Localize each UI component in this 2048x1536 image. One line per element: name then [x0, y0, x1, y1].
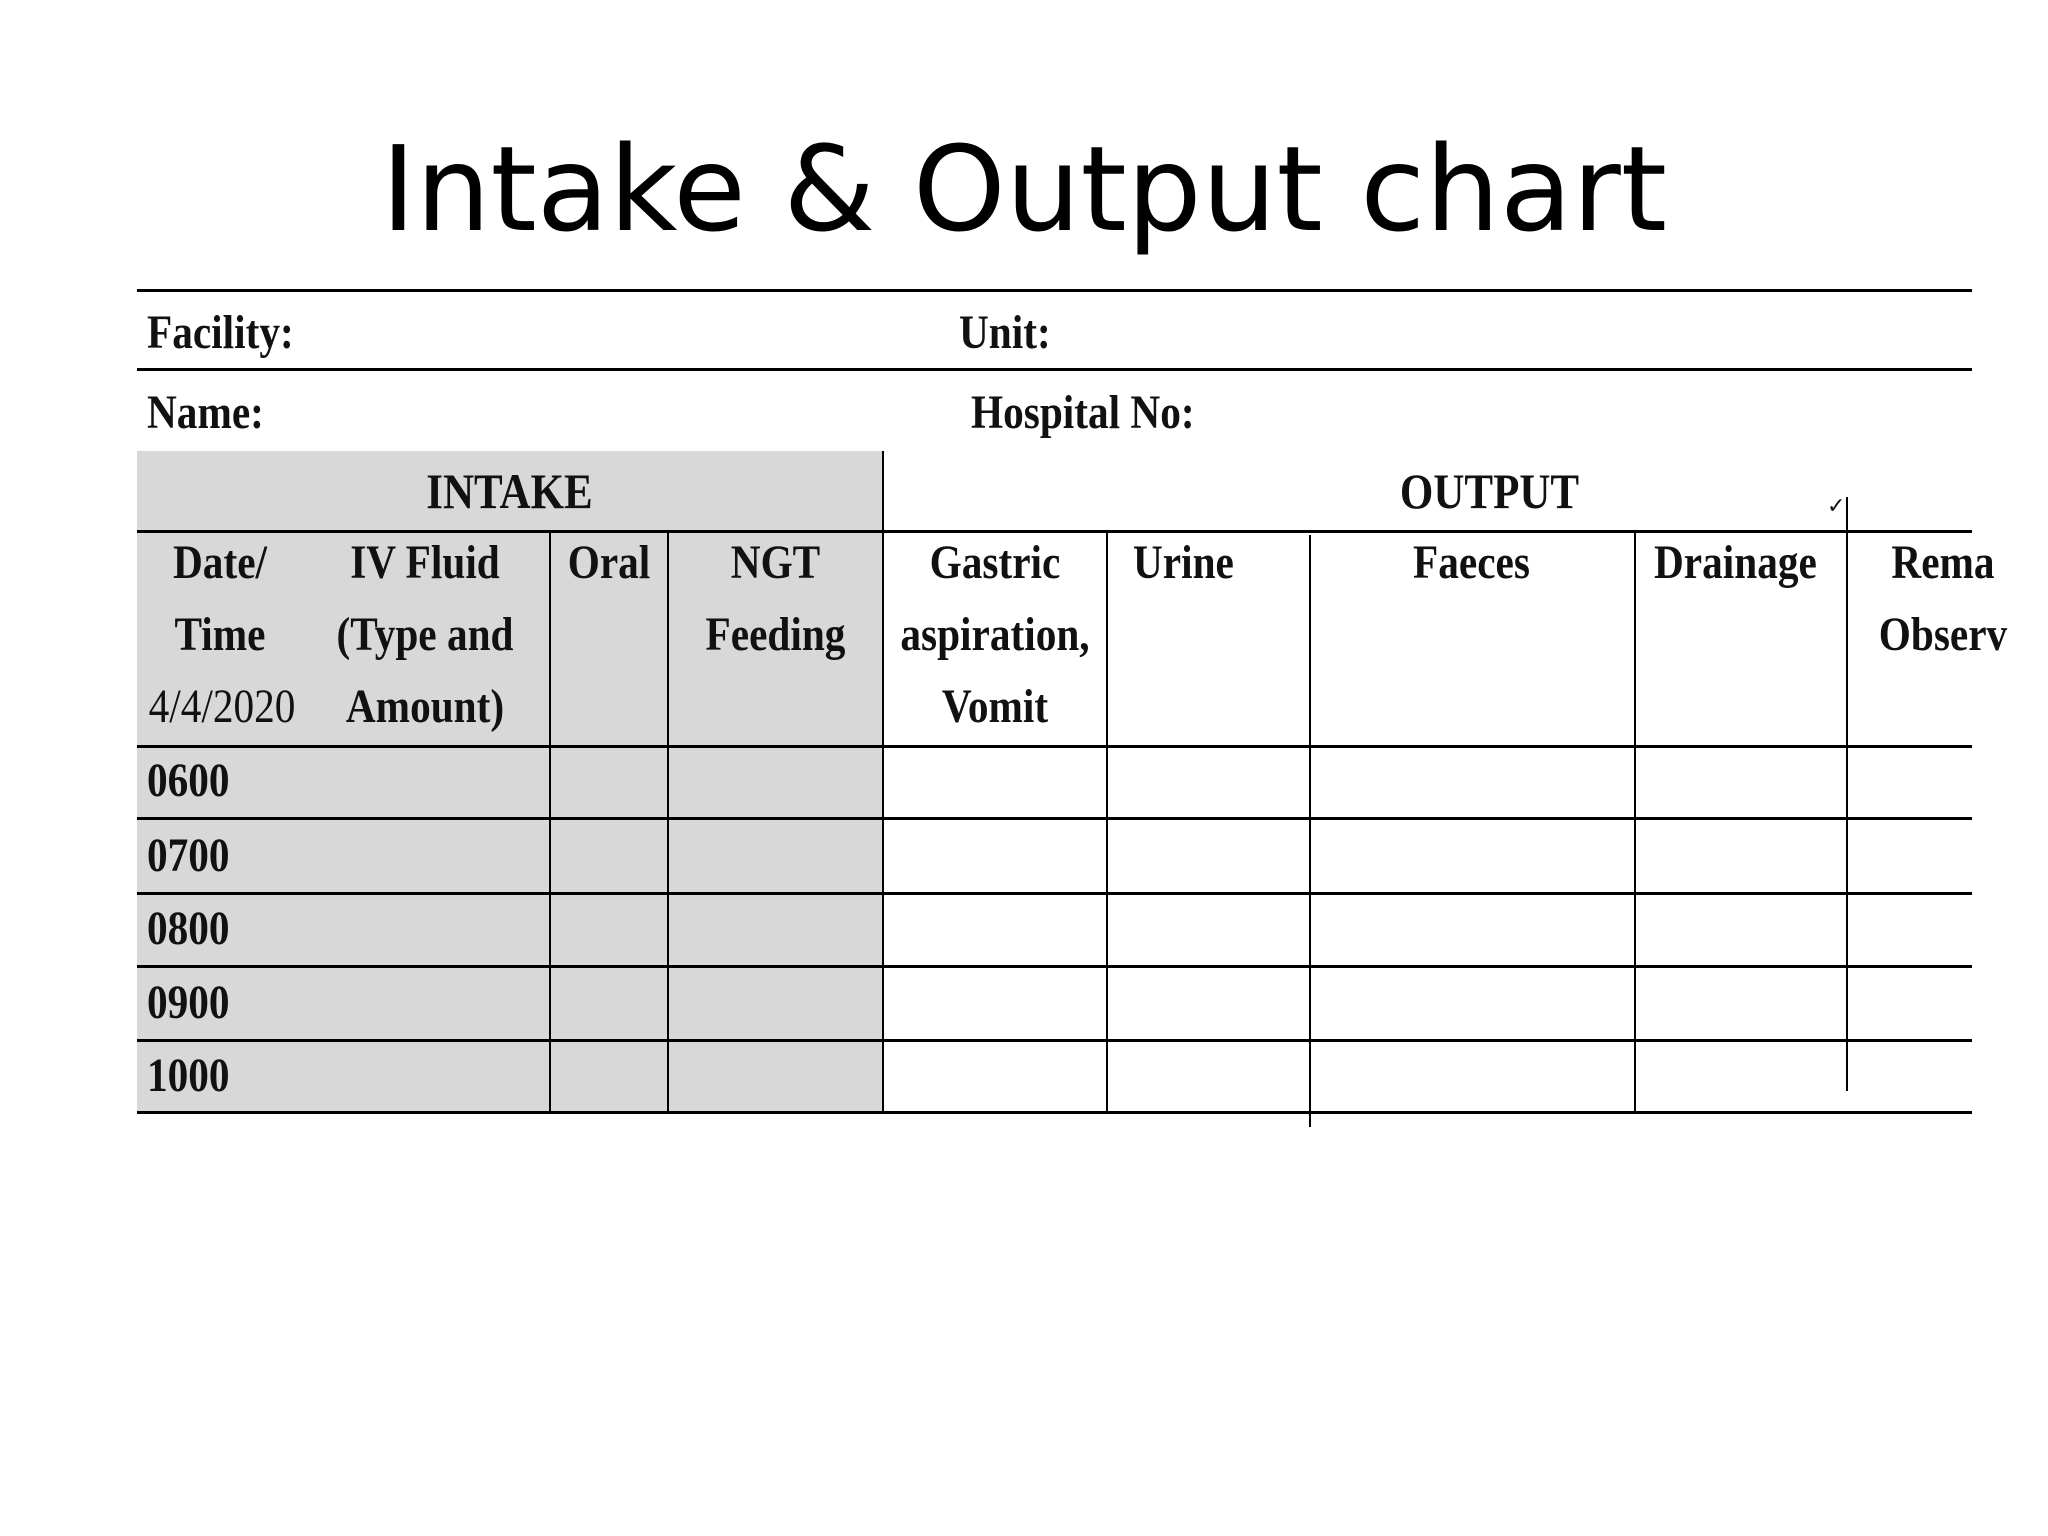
col-divider-oral [549, 532, 551, 1112]
intake-output-form [137, 289, 2008, 1129]
rule-row-2 [137, 892, 1972, 895]
name-label: Name: [147, 386, 264, 439]
hospital-no-label: Hospital No: [971, 386, 1195, 439]
col-header-faeces: Faeces [1413, 536, 1530, 589]
rule-header [137, 745, 1972, 748]
time-row-1000: 1000 [147, 1049, 230, 1102]
col-header-oral: Oral [567, 536, 651, 589]
col-header-ngt-feeding: NGT Feeding [705, 536, 846, 661]
intake-header: INTAKE [426, 463, 593, 519]
col-header-urine: Urine [1133, 536, 1234, 589]
time-row-0600: 0600 [147, 754, 230, 807]
col-header-iv-fluid: IV Fluid (Type and Amount) [336, 536, 514, 733]
col-divider-drainage [1634, 532, 1636, 1112]
rule-bottom [137, 1111, 1972, 1114]
rule-row-4 [137, 1039, 1972, 1042]
time-row-0700: 0700 [147, 829, 230, 882]
col-header-drainage: Drainage [1654, 536, 1817, 589]
col-divider-intake-output [882, 451, 884, 1112]
pen-tick-mark: ✓ [1827, 493, 1846, 518]
col-divider-faeces [1309, 535, 1311, 1127]
facility-label: Facility: [147, 306, 294, 359]
output-header: OUTPUT [1399, 463, 1580, 519]
rule-row-1 [137, 817, 1972, 820]
col-divider-ngt [667, 532, 669, 1112]
col-divider-urine [1106, 532, 1108, 1112]
rule-facility [137, 368, 1972, 371]
col-header-remarks: Rema Observ [1878, 536, 2008, 661]
col-divider-remarks [1846, 497, 1848, 1091]
rule-top [137, 289, 1972, 292]
time-row-0900: 0900 [147, 976, 230, 1029]
col-header-gastric-vomit: Gastric aspiration, Vomit [900, 536, 1090, 733]
rule-row-3 [137, 965, 1972, 968]
unit-label: Unit: [959, 306, 1051, 359]
time-row-0800: 0800 [147, 902, 230, 955]
slide-title: Intake & Output chart [380, 120, 1668, 258]
col-header-date-time: Date/ Time 4/4/2020 [148, 536, 296, 733]
